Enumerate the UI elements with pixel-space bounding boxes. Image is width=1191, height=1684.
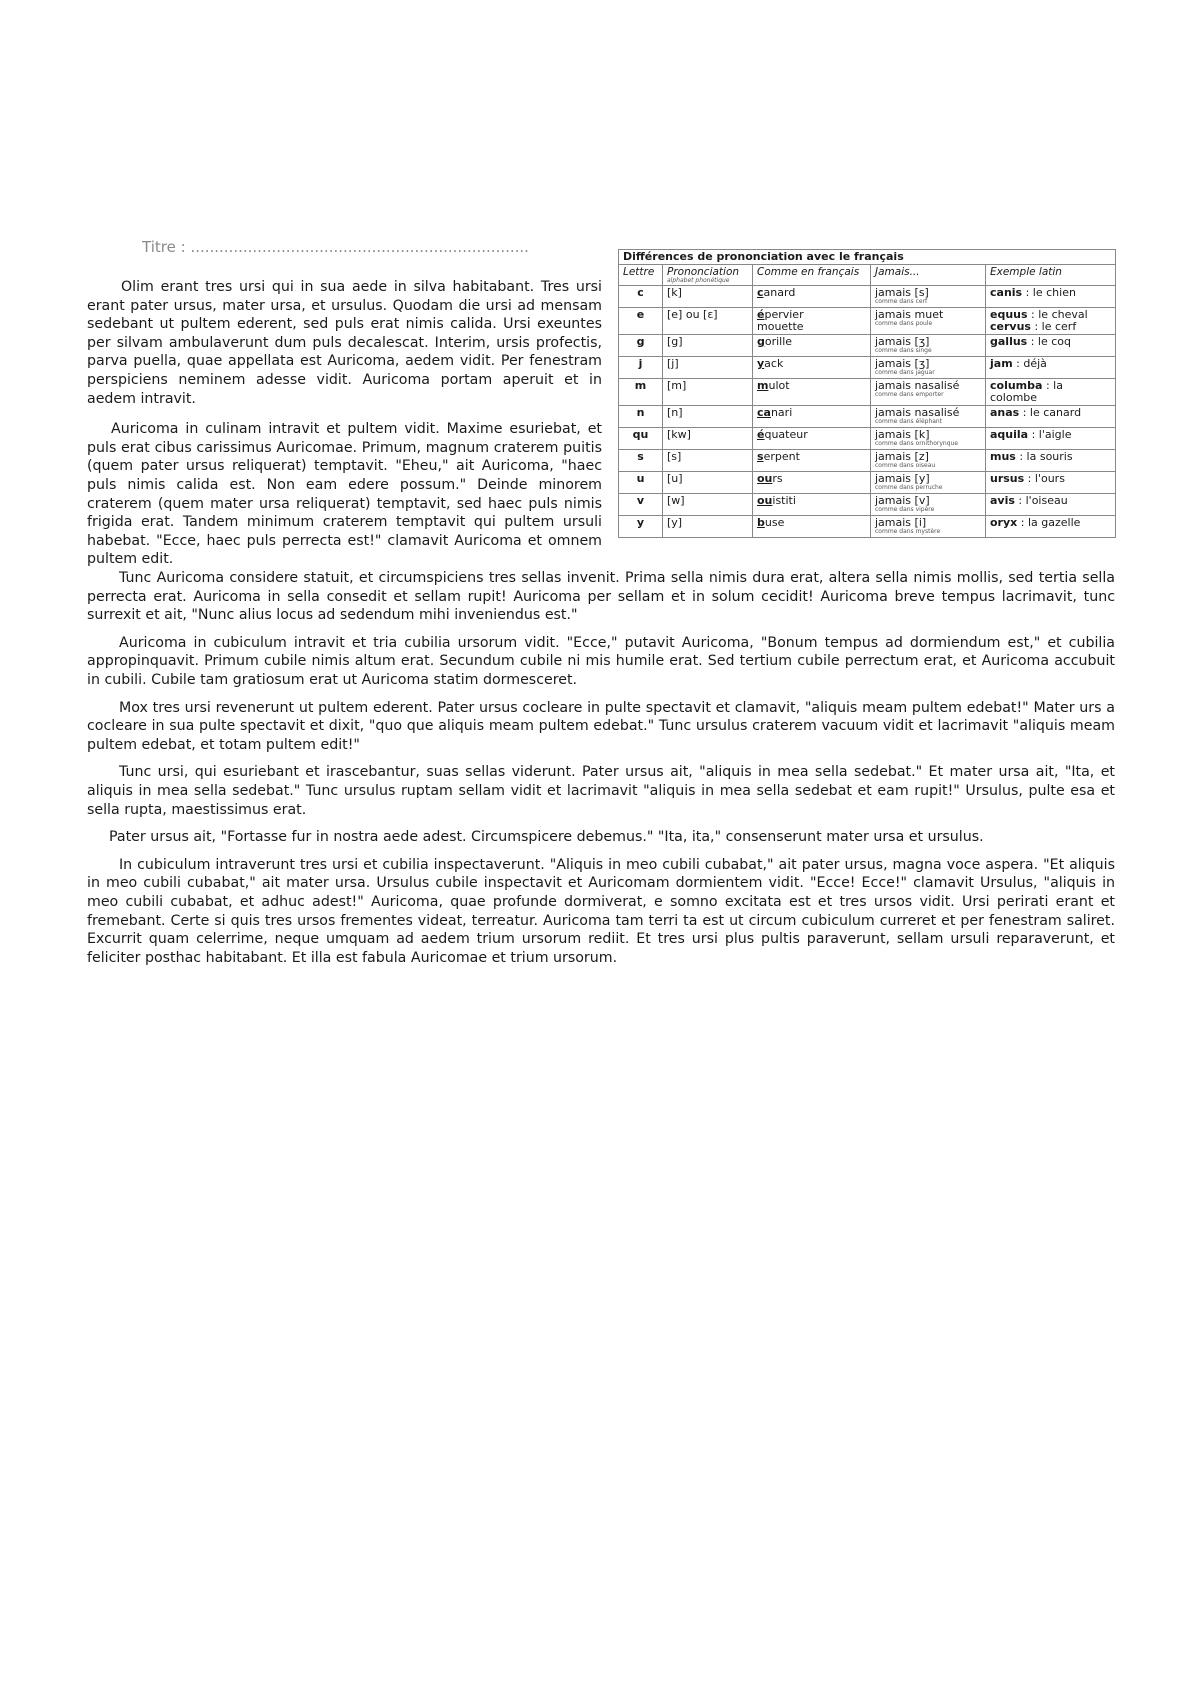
- cell-exemple: [986, 428, 1116, 450]
- cell-prononciation: [e] ou [ɛ]: [663, 308, 753, 335]
- comme-rest: anard: [763, 286, 796, 299]
- comme-rest: istiti: [772, 494, 796, 507]
- header-prononciation-label: Prononciation: [667, 266, 740, 278]
- exemple-translation: : l'ours: [1024, 472, 1065, 485]
- table-row: [619, 308, 1116, 335]
- cell-jamais: [871, 516, 986, 538]
- exemple-translation: : le coq: [1027, 335, 1071, 348]
- jamais-text: jamais [z]: [875, 450, 929, 463]
- paragraph-2: Auricoma in culinam intravit et pultem vidit. Maxime esuriebat, et puls erat cibus carissimus Auricomae. Primum, magnum craterem puitis (quem pater ursus reliquerat) temptavit. "Eheu," ait Auricoma, "haec puls nimis calida est. Non eam edere possum." Deinde minorem craterem (quem mater ursa reliquerat) temptavit, sed haec puls nimis frigida erat. Tandem minimum craterem temptavit qui pultem ursuli habebat. "Ecce, haec puls perrecta est!" clamavit Auricoma et omnem pultem edit.: [87, 421, 602, 568]
- cell-jamais: [871, 286, 986, 308]
- cell-exemple: [986, 357, 1116, 379]
- cell-jamais: [871, 450, 986, 472]
- cell-lettre: c: [619, 286, 663, 308]
- table-row: [619, 286, 1116, 308]
- cell-prononciation: [s]: [663, 450, 753, 472]
- cell-jamais: [871, 379, 986, 406]
- jamais-sub: comme dans oiseau: [875, 462, 936, 469]
- exemple-word: jam: [990, 357, 1013, 370]
- comme-rest: ulot: [768, 379, 790, 392]
- cell-comme: [753, 472, 871, 494]
- jamais-text: jamais [s]: [875, 286, 929, 299]
- header-jamais: Jamais...: [871, 265, 986, 286]
- comme-second: mouette: [757, 320, 804, 333]
- table-row: [619, 379, 1116, 406]
- comme-highlight: b: [757, 516, 765, 529]
- comme-rest: ack: [764, 357, 784, 370]
- cell-exemple: [986, 450, 1116, 472]
- paragraph-1: Olim erant tres ursi qui in sua aede in silva habitabant. Tres ursi erant pater ursus, mater ursa, et ursulus. Quodam die ursi ad mensam sedebant ut pultem ederent, sed puls erat nimis calida. Ursi exeuntes per silvam ambulaverunt dum puls decalescat. Interim, ursis profectis, parva puella, quae appellata est Auricoma, aedem vidit. Per fenestram perspiciens neminem adesse vidit. Auricoma portam aperuit et in aedem intravit.: [87, 279, 602, 407]
- jamais-sub: comme dans éléphant: [875, 418, 943, 425]
- comme-highlight: g: [757, 335, 765, 348]
- exemple-word: oryx: [990, 516, 1018, 529]
- cell-jamais: [871, 335, 986, 357]
- cell-prononciation: [kw]: [663, 428, 753, 450]
- cell-comme: [753, 450, 871, 472]
- jamais-text: jamais [i]: [875, 516, 927, 529]
- cell-lettre: m: [619, 379, 663, 406]
- jamais-sub: comme dans emporter: [875, 391, 944, 398]
- exemple-translation: : l'oiseau: [1014, 494, 1068, 507]
- left-column: [87, 278, 602, 581]
- table-body: [619, 286, 1116, 538]
- cell-comme: [753, 335, 871, 357]
- comme-rest: erpent: [763, 450, 800, 463]
- table-row: [619, 516, 1116, 538]
- cell-prononciation: [w]: [663, 494, 753, 516]
- exemple-translation: : déjà: [1012, 357, 1047, 370]
- cell-prononciation: [j]: [663, 357, 753, 379]
- exemple-word: equus: [990, 308, 1028, 321]
- jamais-sub: comme dans perruche: [875, 484, 943, 491]
- exemple-word: gallus: [990, 335, 1028, 348]
- cell-exemple: [986, 472, 1116, 494]
- exemple-word-2: cervus: [990, 320, 1031, 333]
- comme-highlight: ou: [757, 494, 773, 507]
- exemple-translation: : le canard: [1019, 406, 1082, 419]
- comme-rest: use: [764, 516, 785, 529]
- cell-comme: [753, 286, 871, 308]
- cell-prononciation: [y]: [663, 516, 753, 538]
- header-exemple: Exemple latin: [986, 265, 1116, 286]
- cell-comme: [753, 428, 871, 450]
- comme-highlight: c: [757, 286, 764, 299]
- header-prononciation-sub: alphabet phonétique: [667, 277, 730, 284]
- exemple-word: columba: [990, 379, 1043, 392]
- cell-jamais: [871, 357, 986, 379]
- cell-lettre: n: [619, 406, 663, 428]
- cell-prononciation: [g]: [663, 335, 753, 357]
- exemple-word: canis: [990, 286, 1023, 299]
- jamais-sub: comme dans ornithorynque: [875, 440, 959, 447]
- jamais-sub: comme dans mystère: [875, 528, 941, 535]
- title-label: Titre :: [142, 238, 186, 256]
- comme-highlight: m: [757, 379, 769, 392]
- table-caption-row: [619, 250, 1116, 265]
- cell-prononciation: [n]: [663, 406, 753, 428]
- cell-lettre: y: [619, 516, 663, 538]
- cell-exemple: [986, 286, 1116, 308]
- jamais-text: jamais [k]: [875, 428, 930, 441]
- header-lettre: Lettre: [619, 265, 663, 286]
- cell-jamais: [871, 428, 986, 450]
- exemple-translation: : la gazelle: [1017, 516, 1081, 529]
- cell-prononciation: [k]: [663, 286, 753, 308]
- cell-prononciation: [m]: [663, 379, 753, 406]
- comme-highlight: é: [757, 428, 765, 441]
- paragraph-5: Mox tres ursi revenerunt ut pultem ederent. Pater ursus cocleare in pulte spectavit et clamavit, "aliquis meam pultem edebat!" Mater urs a cocleare in sua pulte spectavit et dixit, "quo que aliquis meam pultem edebat." Tunc ursulus craterem vacuum vidit et lacrimavit "aliquis meam pultem edebat, et totam pultem edit!": [87, 699, 1115, 753]
- cell-exemple: [986, 308, 1116, 335]
- comme-rest: pervier: [764, 308, 804, 321]
- cell-lettre: g: [619, 335, 663, 357]
- cell-jamais: [871, 308, 986, 335]
- table-row: [619, 406, 1116, 428]
- exemple-word: aquila: [990, 428, 1029, 441]
- jamais-text: jamais [ʒ]: [875, 335, 930, 348]
- comme-rest: orille: [764, 335, 793, 348]
- comme-rest: rs: [772, 472, 783, 485]
- cell-jamais: [871, 494, 986, 516]
- cell-exemple: [986, 494, 1116, 516]
- jamais-text: jamais muet: [875, 308, 944, 321]
- table-row: [619, 494, 1116, 516]
- table-row: [619, 428, 1116, 450]
- table-caption: Différences de prononciation avec le français: [619, 250, 1116, 265]
- cell-lettre: u: [619, 472, 663, 494]
- cell-lettre: e: [619, 308, 663, 335]
- jamais-sub: comme dans poule: [875, 320, 933, 327]
- exemple-word: ursus: [990, 472, 1025, 485]
- cell-jamais: [871, 406, 986, 428]
- cell-comme: [753, 406, 871, 428]
- cell-exemple: [986, 516, 1116, 538]
- cell-lettre: j: [619, 357, 663, 379]
- table-row: [619, 450, 1116, 472]
- table-row: [619, 472, 1116, 494]
- cell-lettre: qu: [619, 428, 663, 450]
- exemple-translation: : la souris: [1015, 450, 1073, 463]
- paragraph-3: Tunc Auricoma considere statuit, et circumspiciens tres sellas invenit. Prima sella nimis dura erat, altera sella nimis mollis, sed tertia sella perrecta erat. Auricoma in sella consedit et sellam rupit! Auricoma per sellam et in solum cecidit! Auricoma breve tempus lacrimavit, tunc surrexit et ait, "Nunc alius locus ad sedendum mihi inveniendus est.": [87, 570, 1115, 624]
- comme-highlight: ca: [757, 406, 771, 419]
- cell-comme: [753, 494, 871, 516]
- comme-rest: quateur: [764, 428, 808, 441]
- cell-comme: [753, 379, 871, 406]
- comme-rest: nari: [770, 406, 793, 419]
- exemple-word: mus: [990, 450, 1016, 463]
- cell-comme: [753, 516, 871, 538]
- cell-lettre: s: [619, 450, 663, 472]
- jamais-sub: comme dans singe: [875, 347, 932, 354]
- cell-exemple: [986, 406, 1116, 428]
- cell-jamais: [871, 472, 986, 494]
- table-row: [619, 357, 1116, 379]
- jamais-sub: comme dans jaguar: [875, 369, 935, 376]
- cell-comme: [753, 308, 871, 335]
- paragraph-8: In cubiculum intraverunt tres ursi et cubilia inspectaverunt. "Aliquis in meo cubili cubabat," ait pater ursus, magna voce aspera. "Et aliquis in meo cubili cubabat," ait mater ursa. Ursulus cubile inspectavit et Auricomam dormientem vidit. "Ecce! Ecce!" clamavit Ursulus, "aliquis in meo cubili cubabat, et adhuc adest!" Auricoma, quae profunde dormiverat, e somno excitata est et tres ursos vidit. Ursi perirati erant et fremebant. Certe si quis tres ursos frementes videat, terreatur. Auricoma tam terri ta est ut circum cubiculum curreret et per fenestram saliret. Excurrit quam celerrime, neque umquam ad aedem trium ursorum rediit. Et tres ursi plus pultis paraverunt, sellam ursuli reparaverunt, et feliciter posthac habitabant. Et illa est fabula Auricomae et trium ursorum.: [87, 856, 1115, 966]
- full-width-text: [87, 569, 1115, 976]
- comme-highlight: é: [757, 308, 765, 321]
- jamais-sub: comme dans vipère: [875, 506, 935, 513]
- title-line: [142, 238, 607, 256]
- title-dots: .......................................................................: [190, 238, 529, 256]
- cell-exemple: [986, 379, 1116, 406]
- exemple-translation: : le cheval: [1027, 308, 1088, 321]
- exemple-translation: : la colombe: [990, 379, 1063, 404]
- header-prononciation: [663, 265, 753, 286]
- paragraph-4: Auricoma in cubiculum intravit et tria cubilia ursorum vidit. "Ecce," putavit Auricoma, "Bonum tempus ad dormiendum est," et cubilia appropinquavit. Primum cubile nimis altum erat. Secundum cubile ni mis humile erat. Sed tertium cubile perrectum erat, et Auricoma accubuit in cubili. Cubile tam gratiosum erat ut Auricoma statim dormesceret.: [87, 634, 1115, 688]
- comme-highlight: ou: [757, 472, 773, 485]
- jamais-sub: comme dans cerf: [875, 298, 928, 305]
- comme-highlight: y: [757, 357, 765, 370]
- paragraph-7: Pater ursus ait, "Fortasse fur in nostra aede adest. Circumspicere debemus." "Ita, ita," consenserunt mater ursa et ursulus.: [109, 829, 984, 846]
- cell-prononciation: [u]: [663, 472, 753, 494]
- exemple-translation: : le chien: [1022, 286, 1076, 299]
- exemple-translation-2: : le cerf: [1030, 320, 1077, 333]
- cell-comme: [753, 357, 871, 379]
- comme-highlight: s: [757, 450, 764, 463]
- pronunciation-table: [618, 249, 1116, 538]
- cell-lettre: v: [619, 494, 663, 516]
- cell-exemple: [986, 335, 1116, 357]
- exemple-word: anas: [990, 406, 1020, 419]
- jamais-text: jamais nasalisé: [875, 379, 960, 392]
- table-header-row: [619, 265, 1116, 286]
- jamais-text: jamais [ʒ]: [875, 357, 930, 370]
- table-row: [619, 335, 1116, 357]
- jamais-text: jamais [y]: [875, 472, 930, 485]
- jamais-text: jamais [v]: [875, 494, 930, 507]
- header-comme: Comme en français: [753, 265, 871, 286]
- exemple-word: avis: [990, 494, 1015, 507]
- jamais-text: jamais nasalisé: [875, 406, 960, 419]
- exemple-translation: : l'aigle: [1028, 428, 1072, 441]
- paragraph-6: Tunc ursi, qui esuriebant et irascebantur, suas sellas viderunt. Pater ursus ait, "aliquis in mea sella sedebat." Et mater ursa ait, "Ita, et aliquis in mea sella sedebat." Tunc ursulus ruptam sellam vidit et lacrimavit "aliquis in mea sella sedebat et eam rupit!" Ursulus, pulte esa et sella rupta, maestissimus erat.: [87, 764, 1115, 818]
